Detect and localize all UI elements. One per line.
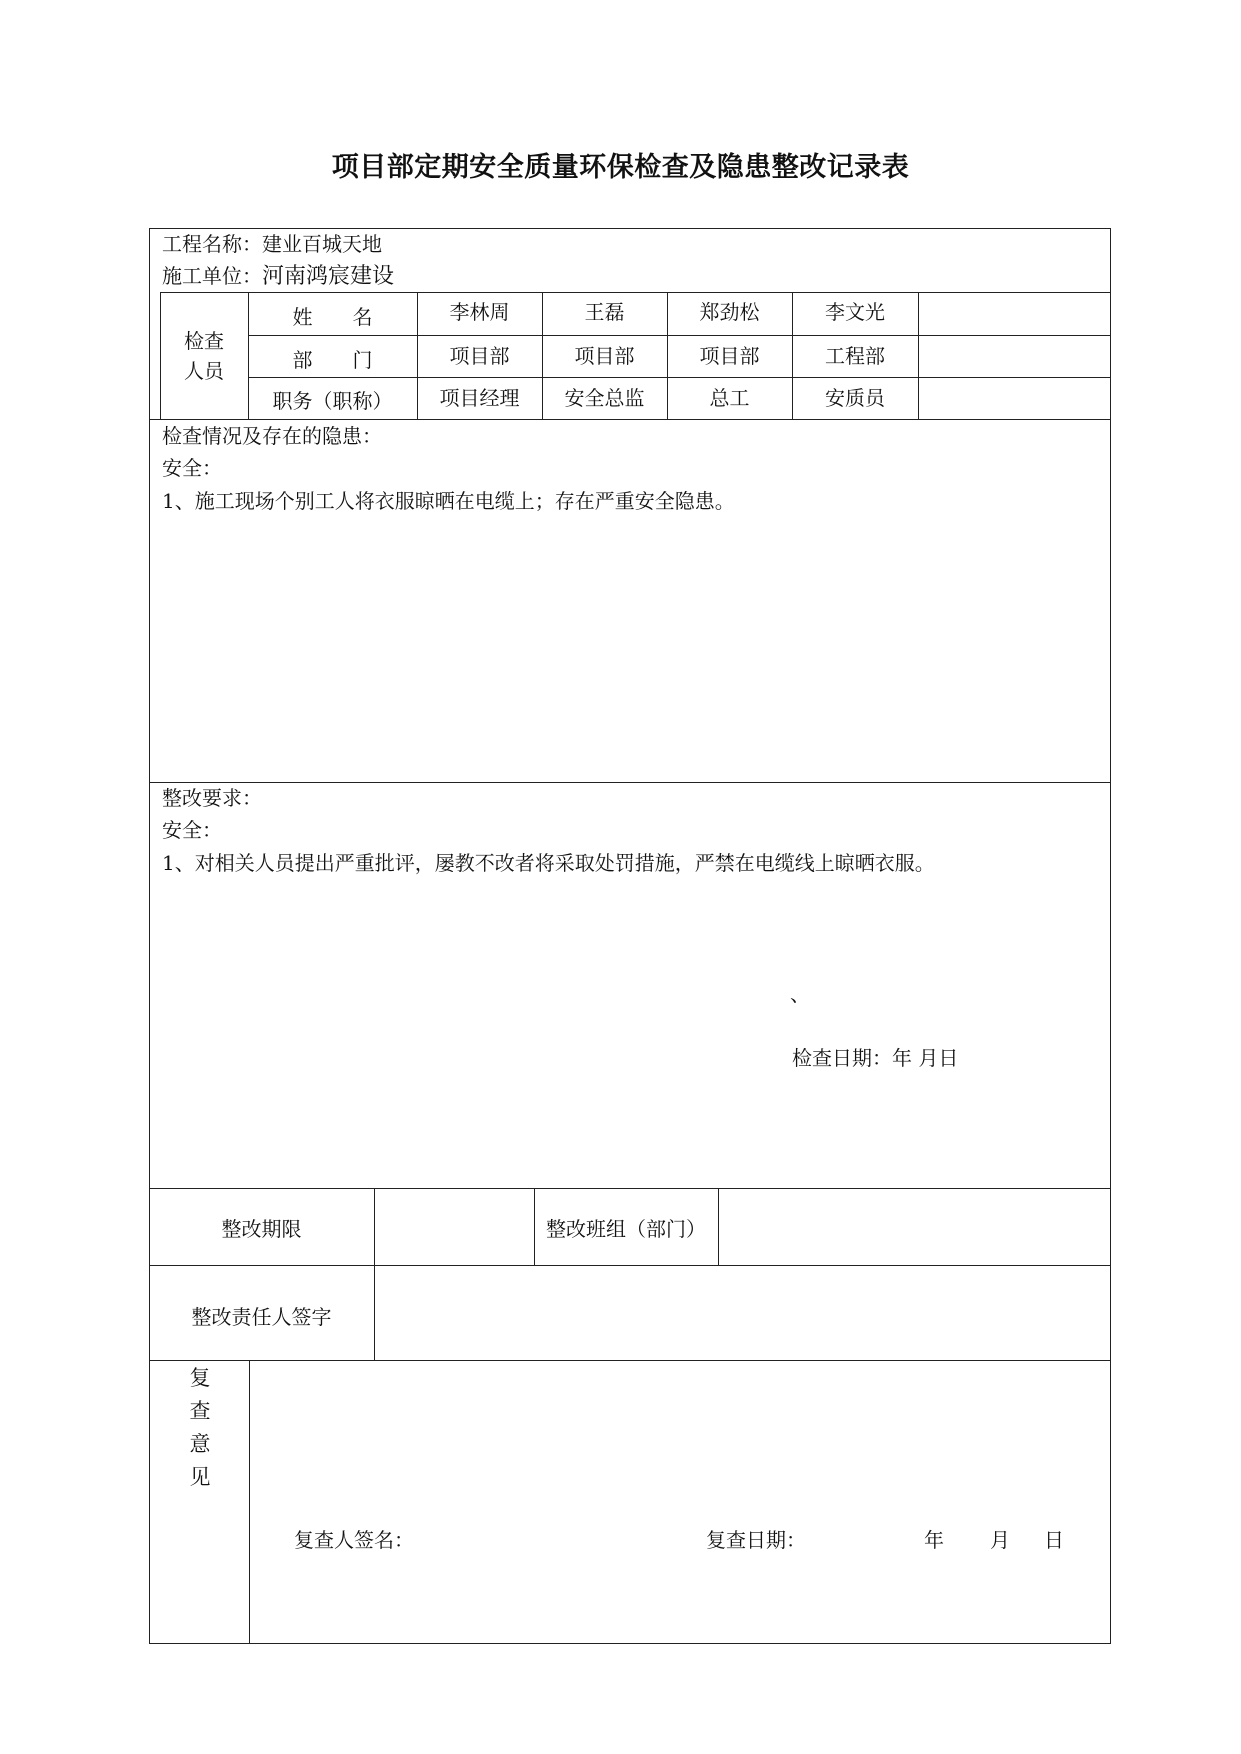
divider (149, 1360, 1111, 1361)
inspector-title: 安质员 (825, 386, 885, 410)
inspector-dept: 工程部 (825, 344, 885, 368)
inspector-dept: 项目部 (699, 344, 760, 368)
row-label-name: 姓 名 (292, 305, 373, 329)
review-date-month: 月 (990, 1528, 1010, 1552)
construction-unit-value: 河南鸿宸建设 (262, 264, 395, 289)
divider (918, 292, 919, 419)
divider (374, 1265, 375, 1360)
inspector-name: 李林周 (449, 300, 510, 324)
construction-unit-row (162, 264, 394, 289)
page-title: 项目部定期安全质量环保检查及隐患整改记录表 (331, 152, 910, 183)
construction-unit-label: 施工单位： (162, 264, 262, 288)
inspector-name: 郑劲松 (699, 300, 760, 324)
divider (149, 1188, 1111, 1189)
responsible-signature-label: 整改责任人签字 (191, 1305, 332, 1329)
divider (149, 1265, 1111, 1266)
inspector-title: 项目经理 (439, 386, 520, 410)
divider (249, 1360, 250, 1644)
project-name-row (162, 232, 382, 256)
deadline-label: 整改期限 (221, 1217, 302, 1241)
review-date-label: 复查日期： (706, 1528, 806, 1552)
inspector-name: 王磊 (584, 300, 625, 324)
project-name-label: 工程名称： (162, 232, 262, 256)
team-value-field[interactable] (718, 1190, 1110, 1264)
inspector-title: 安全总监 (564, 386, 645, 410)
review-date-year: 年 (924, 1528, 944, 1552)
findings-category: 安全： (162, 456, 222, 480)
requirements-category: 安全： (162, 818, 222, 842)
inspector-name: 李文光 (825, 300, 885, 324)
divider (160, 292, 1110, 293)
inspector-dept: 项目部 (574, 344, 635, 368)
divider (149, 782, 1111, 783)
inspector-title: 总工 (709, 386, 750, 410)
divider (248, 335, 1110, 336)
team-label: 整改班组（部门） (546, 1217, 706, 1241)
project-name-value: 建业百城天地 (262, 232, 382, 256)
divider (149, 419, 1111, 420)
stray-mark: 、 (790, 982, 810, 1006)
review-label: 复 查 意 见 (189, 1366, 211, 1489)
row-label-dept: 部 门 (292, 348, 373, 372)
review-date-day: 日 (1044, 1528, 1064, 1552)
reviewer-signature-label: 复查人签名： (294, 1528, 414, 1552)
inspection-date: 检查日期：年 月日 (792, 1046, 959, 1070)
row-label-title: 职务（职称） (272, 389, 393, 413)
findings-heading: 检查情况及存在的隐患： (162, 424, 382, 448)
responsible-signature-field[interactable] (376, 1267, 1110, 1359)
deadline-value-field[interactable] (374, 1190, 534, 1264)
inspectors-label: 检查 人员 (184, 329, 224, 383)
divider (248, 377, 1110, 378)
requirements-item: 1、对相关人员提出严重批评，屡教不改者将采取处罚措施，严禁在电缆线上晾晒衣服。 (162, 851, 935, 875)
requirements-heading: 整改要求： (162, 786, 262, 810)
inspector-dept: 项目部 (449, 344, 510, 368)
findings-item: 1、施工现场个别工人将衣服晾晒在电缆上；存在严重安全隐患。 (162, 489, 735, 513)
